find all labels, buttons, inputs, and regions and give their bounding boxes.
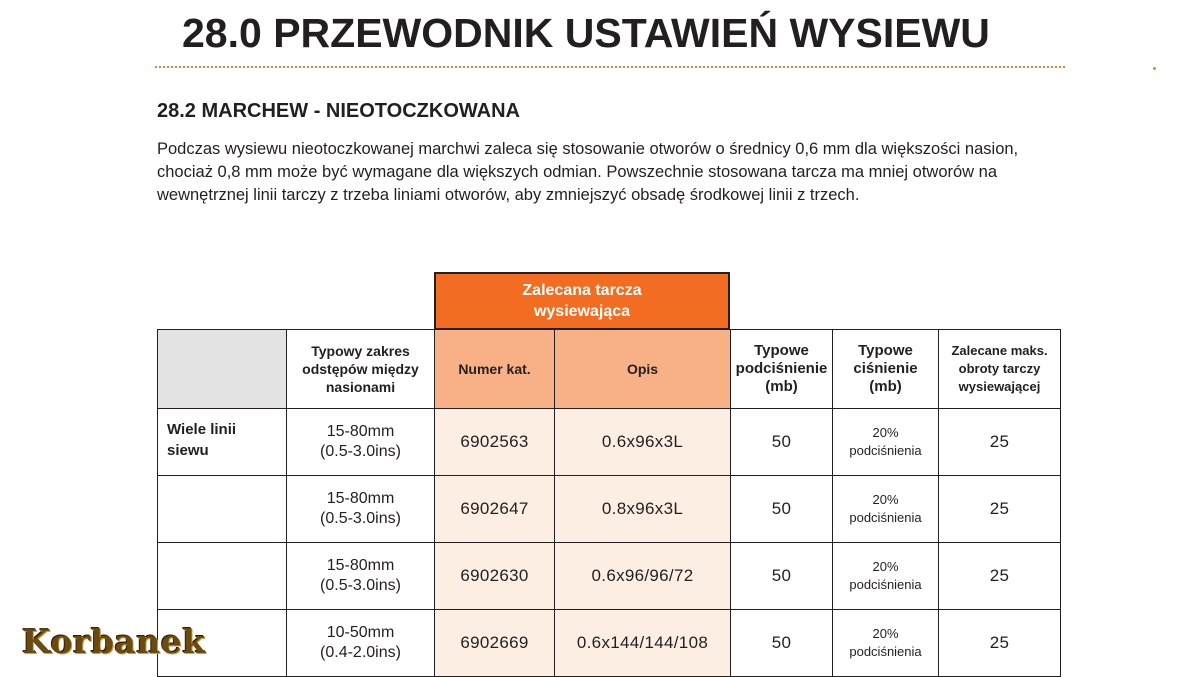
page-title: 28.0 PRZEWODNIK USTAWIEŃ WYSIEWU bbox=[182, 10, 990, 56]
table-row bbox=[158, 476, 1061, 543]
table-row bbox=[158, 409, 1061, 476]
intro-line: wewnętrznej linii tarczy z trzeba liniami otworów, aby zmniejszyć obsadę środkowej linii z trzech. bbox=[157, 186, 860, 204]
cat-no-cell: 6902669 bbox=[435, 610, 555, 677]
pressure-cell: 20% podciśnienia bbox=[833, 409, 939, 476]
row-label: Wiele linii siewu bbox=[158, 409, 287, 476]
korbanek-logo: Korbanek bbox=[22, 622, 206, 661]
pressure-cell: 20% podciśnienia bbox=[833, 476, 939, 543]
vacuum-cell: 50 bbox=[731, 409, 833, 476]
rpm-cell: 25 bbox=[939, 476, 1061, 543]
table-row bbox=[158, 543, 1061, 610]
desc-cell: 0.6x144/144/108 bbox=[555, 610, 731, 677]
cat-no-cell: 6902563 bbox=[435, 409, 555, 476]
seeding-settings-table bbox=[157, 329, 1061, 677]
pressure-cell: 20% podciśnienia bbox=[833, 610, 939, 677]
table-header-row bbox=[158, 330, 1061, 409]
header-desc: Opis bbox=[555, 330, 731, 409]
spacing-cell: 10-50mm (0.4-2.0ins) bbox=[287, 610, 435, 677]
desc-cell: 0.6x96/96/72 bbox=[555, 543, 731, 610]
cat-no-cell: 6902647 bbox=[435, 476, 555, 543]
recommended-disc-header bbox=[434, 272, 730, 330]
decorative-dot bbox=[1153, 67, 1156, 70]
spacing-cell: 15-80mm (0.5-3.0ins) bbox=[287, 409, 435, 476]
desc-cell: 0.6x96x3L bbox=[555, 409, 731, 476]
desc-cell: 0.8x96x3L bbox=[555, 476, 731, 543]
intro-line: Podczas wysiewu nieotoczkowanej marchwi zaleca się stosowanie otworów o średnicy 0,6 mm dla większości nasion, bbox=[157, 140, 1019, 158]
rpm-cell: 25 bbox=[939, 610, 1061, 677]
row-label bbox=[158, 476, 287, 543]
vacuum-cell: 50 bbox=[731, 610, 833, 677]
vacuum-cell: 50 bbox=[731, 476, 833, 543]
vacuum-cell: 50 bbox=[731, 543, 833, 610]
rpm-cell: 25 bbox=[939, 543, 1061, 610]
spacing-cell: 15-80mm (0.5-3.0ins) bbox=[287, 543, 435, 610]
section-title: 28.2 MARCHEW - NIEOTOCZKOWANA bbox=[157, 100, 520, 122]
header-vacuum: Typowe podciśnienie (mb) bbox=[731, 330, 833, 409]
pressure-cell: 20% podciśnienia bbox=[833, 543, 939, 610]
header-pressure: Typowe ciśnienie (mb) bbox=[833, 330, 939, 409]
intro-paragraph bbox=[157, 138, 1057, 207]
rpm-cell: 25 bbox=[939, 409, 1061, 476]
title-divider bbox=[155, 66, 1065, 68]
header-rpm: Zalecane maks. obroty tarczy wysiewającej bbox=[939, 330, 1061, 409]
header-cat-no: Numer kat. bbox=[435, 330, 555, 409]
cat-no-cell: 6902630 bbox=[435, 543, 555, 610]
table-row bbox=[158, 610, 1061, 677]
recommended-disc-header-label: Zalecana tarcza wysiewająca bbox=[522, 282, 642, 320]
spacing-cell: 15-80mm (0.5-3.0ins) bbox=[287, 476, 435, 543]
intro-line: chociaż 0,8 mm może być wymagane dla większych odmian. Powszechnie stosowana tarcza ma mniej otworów na bbox=[157, 163, 998, 181]
row-label bbox=[158, 543, 287, 610]
header-spacing: Typowy zakres odstępów między nasionami bbox=[287, 330, 435, 409]
header-row-label bbox=[158, 330, 287, 409]
